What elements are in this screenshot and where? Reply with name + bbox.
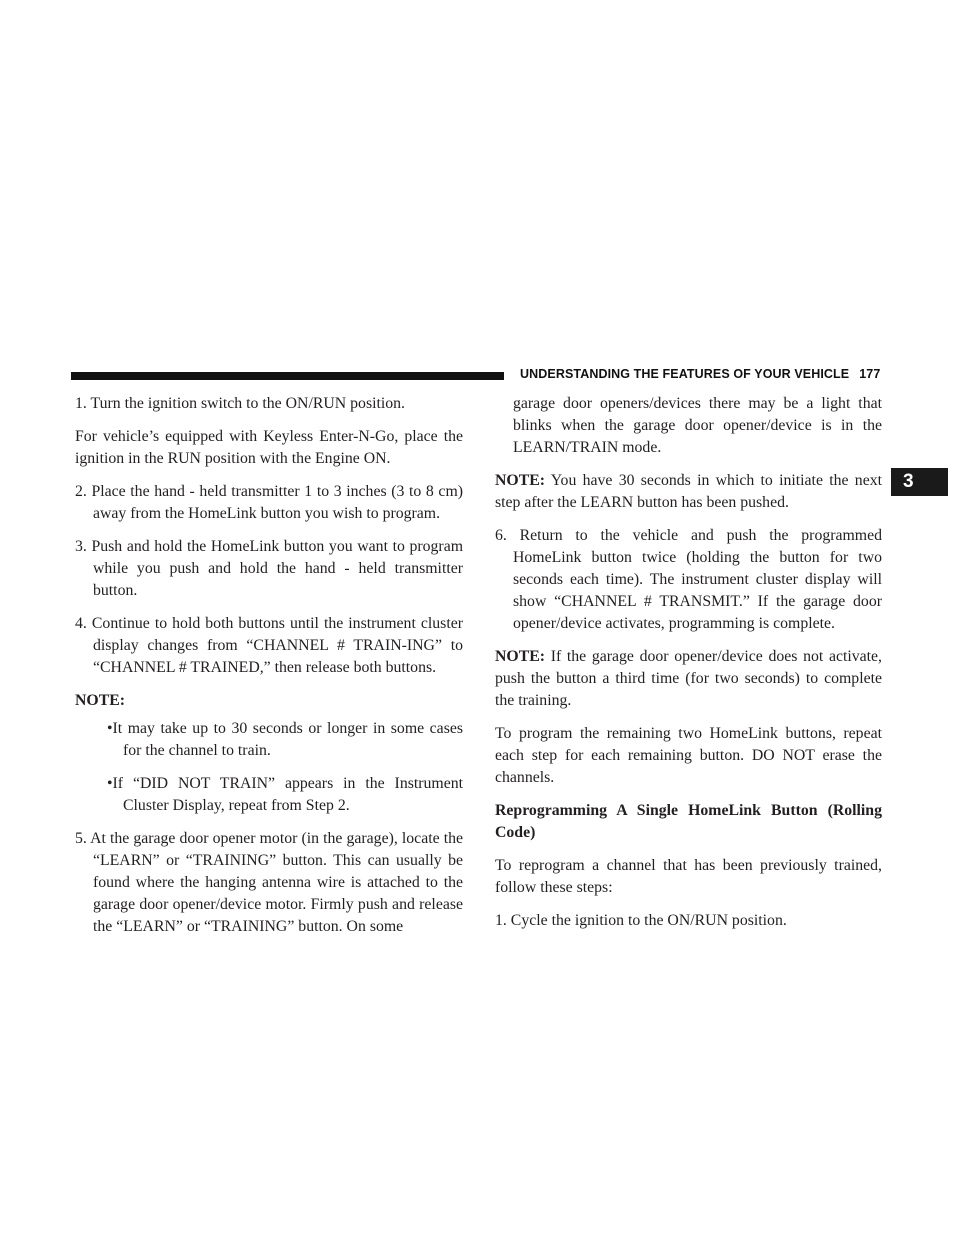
note-label: NOTE:: [495, 648, 546, 665]
bullet-symbol: •: [107, 775, 113, 792]
keyless-paragraph: For vehicle’s equipped with Keyless Enter-N-Go, place the ignition in the RUN position with the Engine ON.: [75, 428, 463, 467]
note-text: If the garage door opener/device does not activate, push the button a third time (for two seconds) to complete the training.: [495, 648, 882, 709]
bullet-symbol: •: [107, 720, 113, 737]
note-bullet-2: [107, 773, 463, 817]
right-column: [495, 393, 882, 943]
step-3: 3. Push and hold the HomeLink button you want to program while you push and hold the hand - held transmitter button.: [75, 538, 463, 599]
step-6: 6. Return to the vehicle and push the programmed HomeLink button twice (holding the button for two seconds each time). The instrument cluster display will show “CHANNEL # TRANSMIT.” If the garage door opener/device activates, programming is complete.: [495, 527, 882, 632]
note-label: NOTE:: [75, 692, 126, 709]
step-4: 4. Continue to hold both buttons until the instrument cluster display changes from “CHANNEL # TRAIN-ING” to “CHANNEL # TRAINED,” then release both buttons.: [75, 615, 463, 676]
remaining-buttons-paragraph: To program the remaining two HomeLink buttons, repeat each step for each remaining button. DO NOT erase the channels.: [495, 725, 882, 786]
header-rule: [71, 372, 504, 380]
bullet-text: If “DID NOT TRAIN” appears in the Instrument Cluster Display, repeat from Step 2.: [112, 775, 463, 814]
page-number: 177: [859, 367, 881, 381]
note-bullet-1: [107, 718, 463, 762]
step-1: 1. Turn the ignition switch to the ON/RUN position.: [75, 395, 405, 412]
note-2: [495, 646, 882, 712]
chapter-tab: 3: [891, 468, 948, 496]
cycle-step: 1. Cycle the ignition to the ON/RUN position.: [495, 912, 787, 929]
section-heading: Reprogramming A Single HomeLink Button (Rolling Code): [495, 802, 882, 841]
note-text: You have 30 seconds in which to initiate the next step after the LEARN button has been pushed.: [495, 472, 882, 511]
step-5-continued: garage door openers/devices there may be a light that blinks when the garage door opener/device is in the LEARN/TRAIN mode.: [513, 395, 882, 456]
note-1: [495, 470, 882, 514]
left-column: [75, 393, 463, 949]
step-2: 2. Place the hand - held transmitter 1 to 3 inches (3 to 8 cm) away from the HomeLink button you wish to program.: [75, 483, 463, 522]
note-label: NOTE:: [495, 472, 546, 489]
step-5: 5. At the garage door opener motor (in the garage), locate the “LEARN” or “TRAINING” button. This can usually be found where the hanging antenna wire is attached to the garage door opener/device motor. Firmly push and release the “LEARN” or “TRAINING” button. On some: [75, 830, 463, 935]
section-title: UNDERSTANDING THE FEATURES OF YOUR VEHICLE: [520, 367, 850, 381]
running-header: [520, 367, 892, 381]
reprogram-paragraph: To reprogram a channel that has been previously trained, follow these steps:: [495, 857, 882, 896]
bullet-text: It may take up to 30 seconds or longer in some cases for the channel to train.: [112, 720, 463, 759]
